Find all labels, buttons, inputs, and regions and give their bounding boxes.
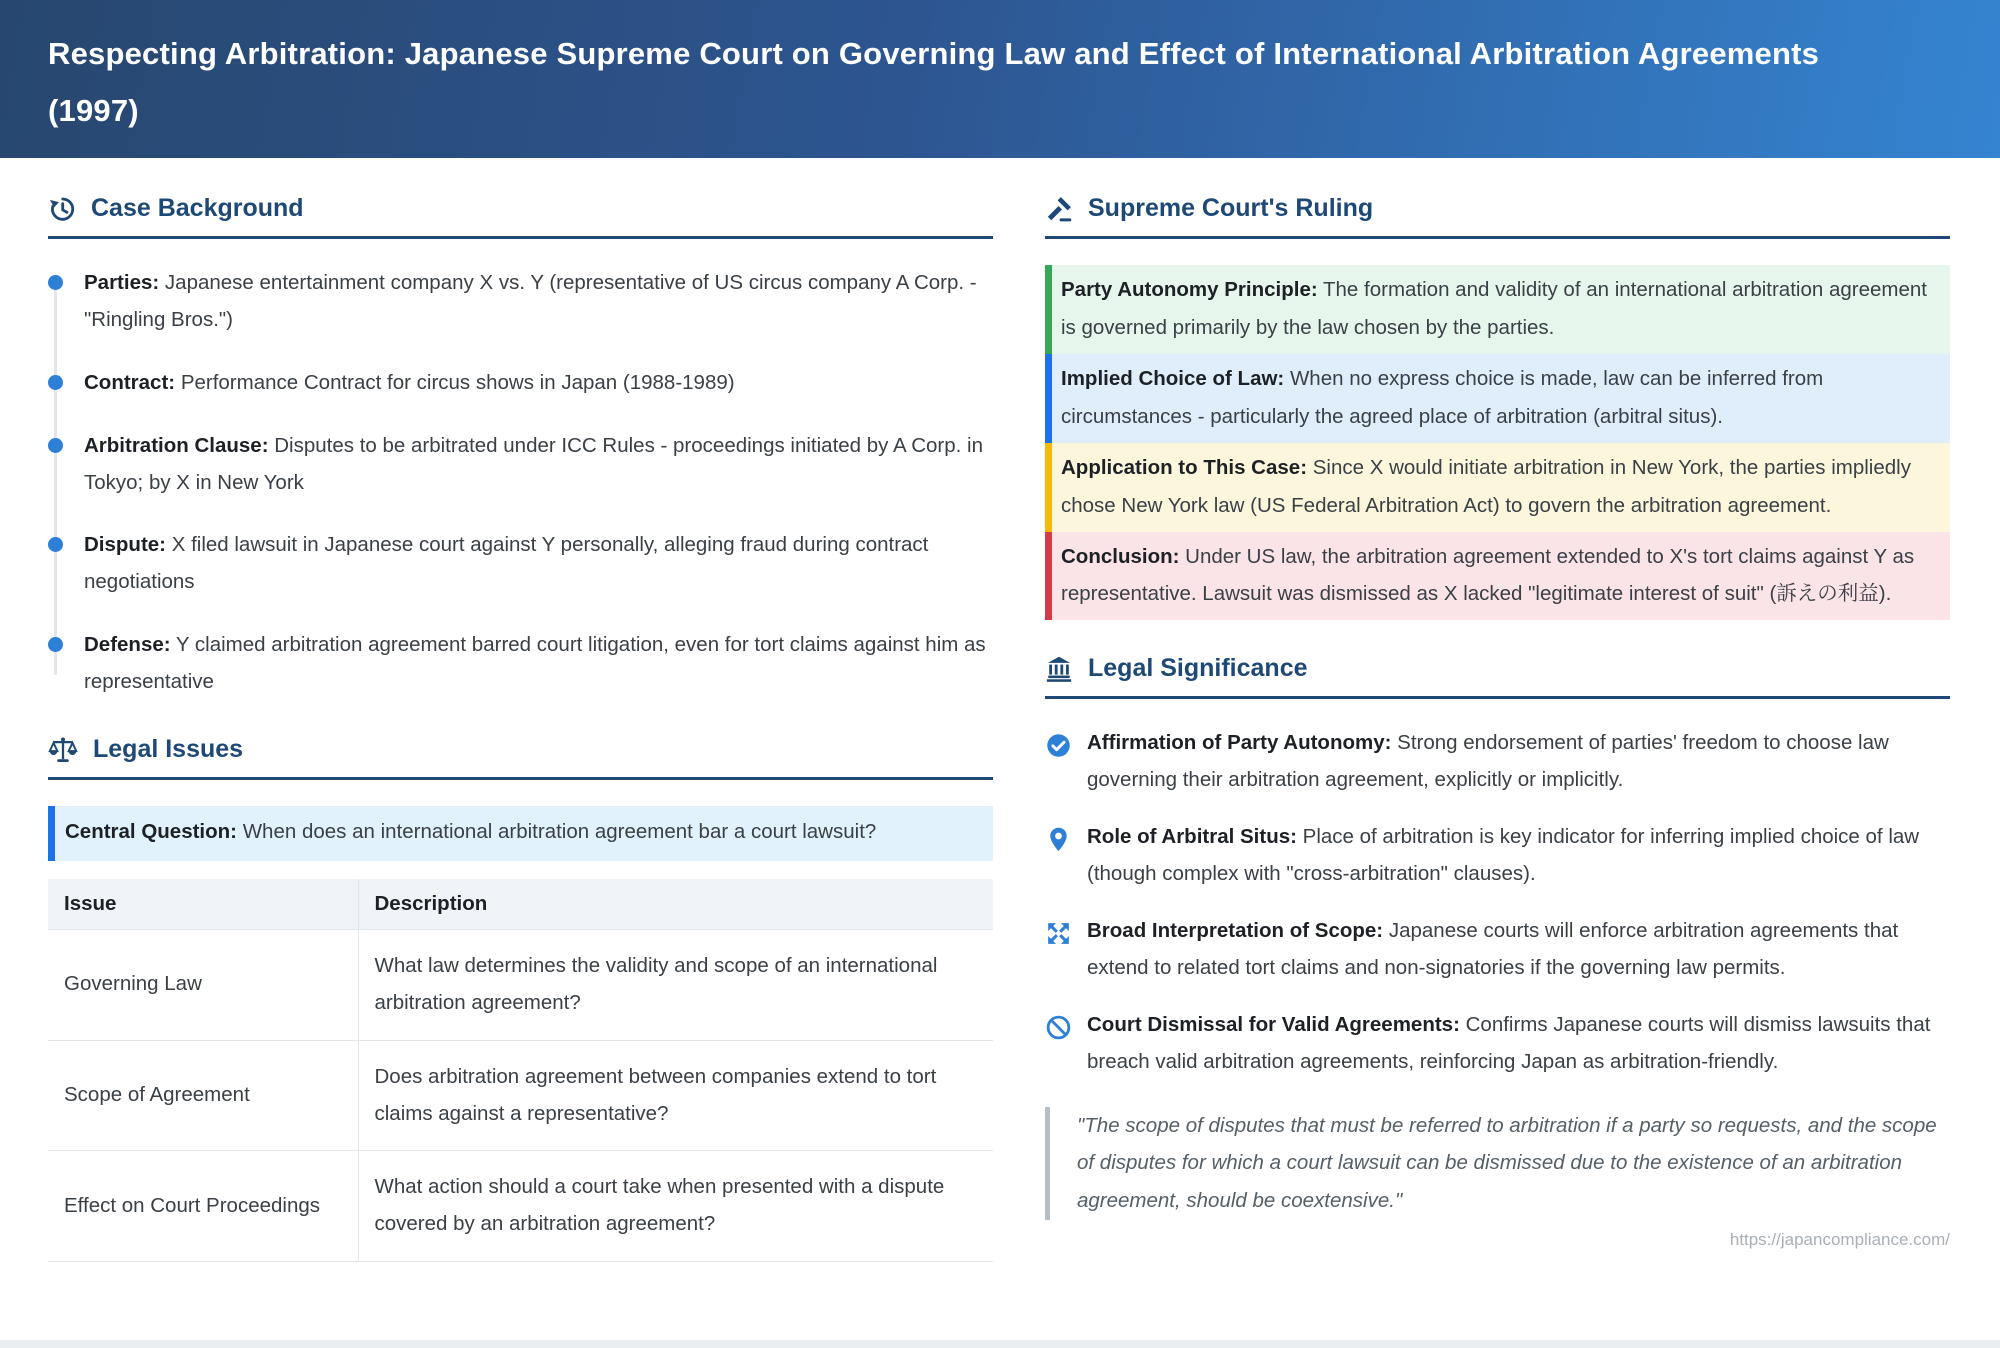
list-item xyxy=(48,428,993,502)
callout-label: Central Question: xyxy=(65,820,237,844)
check-circle-icon xyxy=(1045,732,1072,772)
item-text: Disputes to be arbitrated under ICC Rules - proceedings initiated by A Corp. in Tokyo; by X in New York xyxy=(84,433,984,494)
issue-cell: Scope of Agreement xyxy=(48,1040,358,1151)
ruling-item-party-autonomy xyxy=(1045,265,1950,354)
legal-issues-table xyxy=(48,879,993,1262)
section-title: Case Background xyxy=(91,194,304,222)
column-header-description: Description xyxy=(358,879,993,930)
source-url[interactable]: https://japancompliance.com/ xyxy=(1729,1230,1950,1250)
bullet-dot xyxy=(48,275,63,290)
list-item xyxy=(48,265,993,339)
description-cell: What law determines the validity and scope of an international arbitration agreement? xyxy=(358,929,993,1040)
list-item xyxy=(48,627,993,701)
item-label: Court Dismissal for Valid Agreements: xyxy=(1087,1012,1460,1036)
ruling-label: Party Autonomy Principle: xyxy=(1061,278,1318,301)
list-item xyxy=(1045,1007,1950,1081)
ruling-text: Under US law, the arbitration agreement extended to X's tort claims against Y as representative. Lawsuit was dismissed as X lacked "legitimate interest of suit" (訴えの利益). xyxy=(1061,544,1915,606)
item-text: Performance Contract for circus shows in Japan (1988-1989) xyxy=(180,370,735,394)
section-title: Legal Significance xyxy=(1088,654,1308,683)
ban-icon xyxy=(1045,1014,1072,1054)
ruling-text: The formation and validity of an international arbitration agreement is governed primarily by the law chosen by the parties. xyxy=(1061,278,1927,339)
item-label: Role of Arbitral Situs: xyxy=(1087,825,1297,849)
callout-text: When does an international arbitration agreement bar a court lawsuit? xyxy=(242,820,877,844)
item-text: Strong endorsement of parties' freedom to choose law governing their arbitration agreement, explicitly or implicitly. xyxy=(1087,731,1889,792)
ruling-label: Application to This Case: xyxy=(1061,455,1308,479)
item-label: Parties: xyxy=(84,271,160,294)
ruling-boxes xyxy=(1045,265,1950,620)
item-label: Broad Interpretation of Scope: xyxy=(1087,918,1384,942)
list-item xyxy=(1045,913,1950,987)
issue-cell: Governing Law xyxy=(48,929,358,1040)
item-label: Affirmation of Party Autonomy: xyxy=(1087,731,1392,755)
list-item xyxy=(1045,819,1950,893)
gavel-icon xyxy=(1045,195,1073,223)
legal-significance-heading xyxy=(1045,654,1950,699)
case-background-list xyxy=(48,265,993,701)
table-header-row xyxy=(48,879,993,930)
ruling-item-implied-choice xyxy=(1045,354,1950,443)
main-content xyxy=(0,158,2000,1262)
bullet-dot xyxy=(48,375,63,390)
item-label: Dispute: xyxy=(84,533,166,557)
item-text: X filed lawsuit in Japanese court against Y personally, alleging fraud during contract negotiations xyxy=(84,533,929,594)
item-label: Defense: xyxy=(84,633,171,657)
page-title: Respecting Arbitration: Japanese Supreme Court on Governing Law and Effect of International Arbitration Agreements (1997) xyxy=(48,36,1820,128)
expand-arrows-icon xyxy=(1045,920,1072,960)
item-text: Japanese entertainment company X vs. Y (representative of US circus company A Corp. - "Ringling Bros.") xyxy=(84,271,977,331)
table-row xyxy=(48,1151,993,1262)
ruling-text: Since X would initiate arbitration in New York, the parties impliedly chose New York law (US Federal Arbitration Act) to govern the arbitration agreement. xyxy=(1061,455,1911,517)
footer-strip xyxy=(0,1340,2000,1348)
landmark-icon xyxy=(1045,655,1073,683)
column-header-issue: Issue xyxy=(48,879,358,930)
page-header xyxy=(0,0,2000,158)
ruling-label: Conclusion: xyxy=(1061,544,1180,568)
item-text: Y claimed arbitration agreement barred court litigation, even for tort claims against him as representative xyxy=(84,633,986,694)
table-row xyxy=(48,1040,993,1151)
court-quote: "The scope of disputes that must be referred to arbitration if a party so requests, and the scope of disputes for which a court lawsuit can be dismissed due to the existence of an arbitration agreement, should be coextensive." xyxy=(1045,1107,1950,1221)
table-row xyxy=(48,929,993,1040)
ruling-item-application xyxy=(1045,443,1950,532)
item-label: Contract: xyxy=(84,370,176,394)
bullet-dot xyxy=(48,637,63,652)
section-title: Legal Issues xyxy=(93,735,244,764)
section-title: Supreme Court's Ruling xyxy=(1088,194,1374,222)
left-column xyxy=(48,194,993,1262)
item-text: Japanese courts will enforce arbitration agreements that extend to related tort claims and non-signatories if the governing law permits. xyxy=(1087,918,1899,979)
history-icon xyxy=(48,195,76,223)
list-item xyxy=(48,365,993,402)
legal-issues-heading xyxy=(48,735,993,780)
bullet-dot xyxy=(48,438,63,453)
ruling-label: Implied Choice of Law: xyxy=(1061,366,1285,390)
list-item xyxy=(1045,725,1950,799)
right-column xyxy=(1045,194,1950,1262)
item-text: Confirms Japanese courts will dismiss lawsuits that breach valid arbitration agreements, reinforcing Japan as arbitration-friendly. xyxy=(1087,1012,1931,1073)
list-item xyxy=(48,527,993,601)
legal-significance-list xyxy=(1045,725,1950,1080)
description-cell: What action should a court take when presented with a dispute covered by an arbitration agreement? xyxy=(358,1151,993,1262)
description-cell: Does arbitration agreement between companies extend to tort claims against a representative? xyxy=(358,1040,993,1151)
ruling-text: When no express choice is made, law can be inferred from circumstances - particularly the agreed place of arbitration (arbitral situs). xyxy=(1061,366,1824,428)
item-text: Place of arbitration is key indicator for inferring implied choice of law (though complex with "cross-arbitration" clauses). xyxy=(1087,825,1920,886)
case-background-heading xyxy=(48,194,993,239)
supreme-court-ruling-heading xyxy=(1045,194,1950,239)
map-marker-icon xyxy=(1045,826,1072,866)
issue-cell: Effect on Court Proceedings xyxy=(48,1151,358,1262)
central-question-callout xyxy=(48,806,993,861)
bullet-dot xyxy=(48,537,63,552)
balance-scale-icon xyxy=(48,736,78,764)
item-label: Arbitration Clause: xyxy=(84,433,269,457)
ruling-item-conclusion xyxy=(1045,532,1950,621)
